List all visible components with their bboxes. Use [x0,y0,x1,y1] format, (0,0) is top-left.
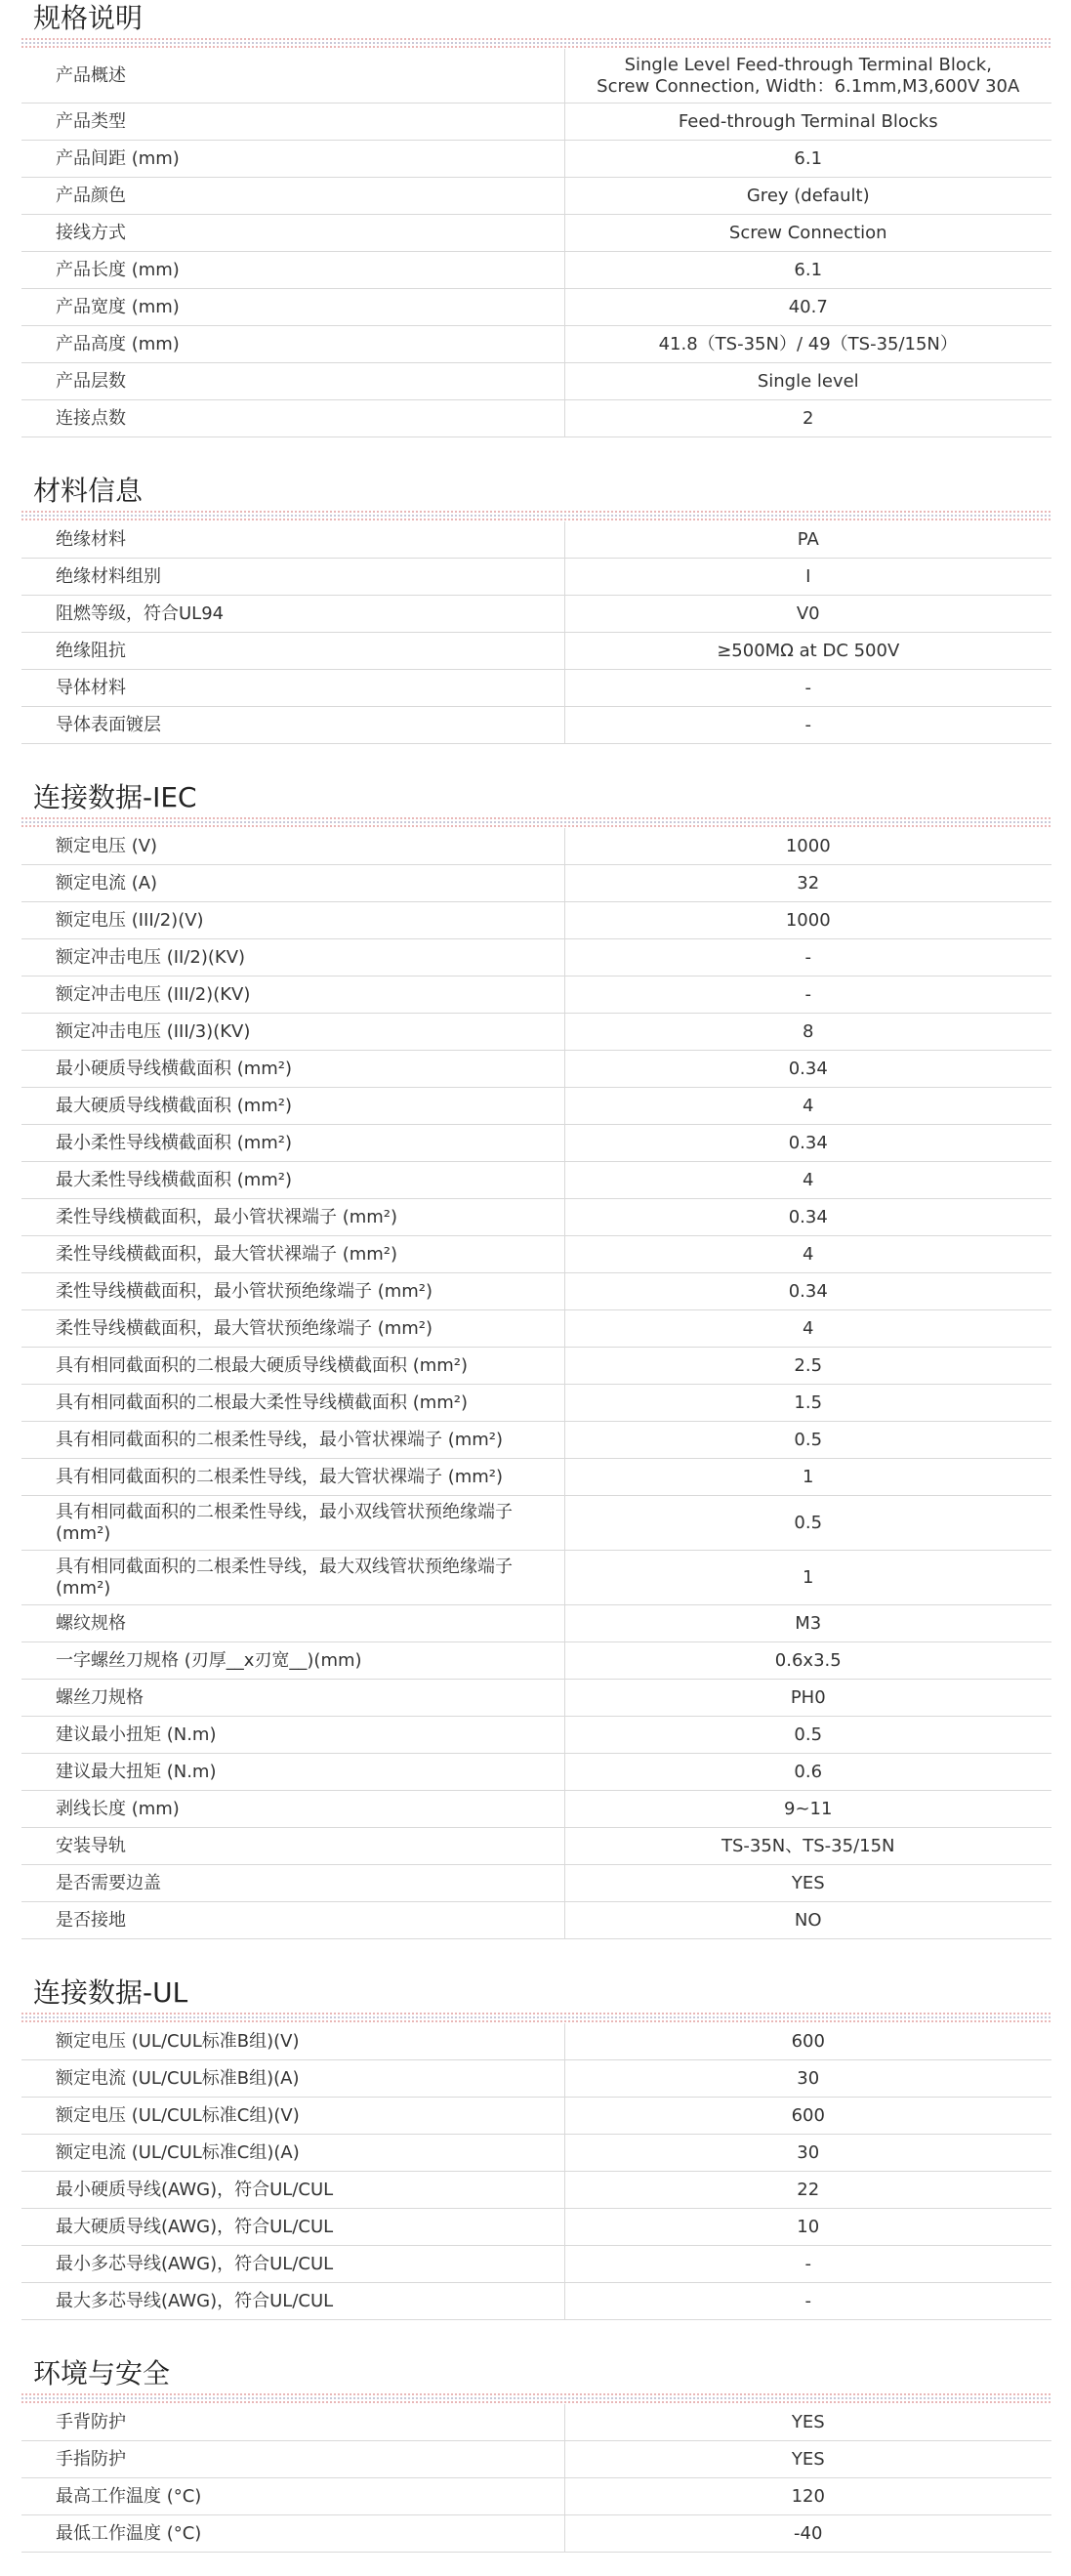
table-row [21,559,1051,596]
table-row [21,2441,1051,2478]
spec-value: 2.5 [564,1348,1051,1385]
spec-label: 产品宽度 (mm) [21,289,564,326]
table-row [21,2283,1051,2320]
spec-label: 最大硬质导线(AWG)，符合UL/CUL [21,2209,564,2246]
table-row [21,1088,1051,1125]
spec-label: 最小硬质导线(AWG)，符合UL/CUL [21,2172,564,2209]
spec-label: 柔性导线横截面积，最大管状预绝缘端子 (mm²) [21,1310,564,1348]
table-row [21,1496,1051,1551]
spec-label: 具有相同截面积的二根柔性导线，最小双线管状预绝缘端子 (mm²) [21,1496,564,1551]
spec-label: 额定冲击电压 (III/2)(KV) [21,976,564,1014]
spec-value: Feed-through Terminal Blocks [564,104,1051,141]
spec-label: 产品长度 (mm) [21,252,564,289]
spec-value: 0.5 [564,1717,1051,1754]
spec-label: 额定冲击电压 (III/3)(KV) [21,1014,564,1051]
table-row [21,670,1051,707]
spec-value: 0.34 [564,1051,1051,1088]
spec-value: YES [564,1865,1051,1902]
table-row [21,215,1051,252]
table-row [21,2060,1051,2098]
table-row [21,1014,1051,1051]
section-title: 环境与安全 [33,2357,171,2389]
spec-label: 具有相同截面积的二根柔性导线，最大双线管状预绝缘端子 (mm²) [21,1551,564,1605]
table-row [21,1125,1051,1162]
table-row [21,1273,1051,1310]
spec-value: - [564,976,1051,1014]
spec-value: 2 [564,400,1051,437]
spec-label: 剥线长度 (mm) [21,1791,564,1828]
spec-value: 1.5 [564,1385,1051,1422]
section-divider [21,816,1051,828]
spec-label: 最大柔性导线横截面积 (mm²) [21,1162,564,1199]
spec-value: YES [564,2404,1051,2441]
spec-label: 额定冲击电压 (II/2)(KV) [21,939,564,976]
spec-label: 一字螺丝刀规格 (刃厚__x刃宽__)(mm) [21,1642,564,1680]
spec-value: 40.7 [564,289,1051,326]
spec-table [21,828,1051,1939]
spec-value: 10 [564,2209,1051,2246]
spec-label: 最低工作温度 (°C) [21,2515,564,2553]
spec-value: M3 [564,1605,1051,1642]
section-divider [21,510,1051,521]
spec-value: YES [564,2441,1051,2478]
table-row [21,104,1051,141]
spec-value: Grey (default) [564,178,1051,215]
spec-label: 具有相同截面积的二根最大硬质导线横截面积 (mm²) [21,1348,564,1385]
table-row [21,1422,1051,1459]
spec-value: 4 [564,1088,1051,1125]
spec-value: 32 [564,865,1051,902]
section-material-info [21,473,1051,744]
spec-value: PH0 [564,1680,1051,1717]
spec-label: 额定电压 (III/2)(V) [21,902,564,939]
spec-label: 建议最小扭矩 (N.m) [21,1717,564,1754]
spec-value: 0.5 [564,1496,1051,1551]
spec-value: - [564,939,1051,976]
spec-label: 最小多芯导线(AWG)，符合UL/CUL [21,2246,564,2283]
spec-value: 600 [564,2023,1051,2060]
table-row [21,2209,1051,2246]
spec-label: 绝缘阻抗 [21,633,564,670]
spec-label: 产品类型 [21,104,564,141]
spec-value: - [564,2246,1051,2283]
section-connection-ul [21,1974,1051,2320]
spec-label: 最小硬质导线横截面积 (mm²) [21,1051,564,1088]
spec-label: 建议最大扭矩 (N.m) [21,1754,564,1791]
table-row [21,49,1051,104]
table-row [21,707,1051,744]
spec-label: 最大多芯导线(AWG)，符合UL/CUL [21,2283,564,2320]
spec-value: 22 [564,2172,1051,2209]
spec-value: ≥500MΩ at DC 500V [564,633,1051,670]
spec-label: 产品高度 (mm) [21,326,564,363]
spec-value: 6.1 [564,252,1051,289]
spec-value: 0.6x3.5 [564,1642,1051,1680]
spec-label: 是否接地 [21,1902,564,1939]
table-row [21,2172,1051,2209]
spec-label: 产品层数 [21,363,564,400]
spec-label: 手指防护 [21,2441,564,2478]
spec-value: 1 [564,1459,1051,1496]
spec-table [21,2404,1051,2553]
section-title: 材料信息 [33,475,144,507]
table-row [21,178,1051,215]
spec-value: 0.34 [564,1273,1051,1310]
spec-label: 连接点数 [21,400,564,437]
spec-label: 导体材料 [21,670,564,707]
spec-label: 柔性导线横截面积，最小管状裸端子 (mm²) [21,1199,564,1236]
table-row [21,1385,1051,1422]
spec-value: TS-35N、TS-35/15N [564,1828,1051,1865]
table-row [21,289,1051,326]
spec-label: 产品间距 (mm) [21,141,564,178]
table-row [21,1310,1051,1348]
spec-table [21,49,1051,437]
spec-label: 具有相同截面积的二根柔性导线，最大管状裸端子 (mm²) [21,1459,564,1496]
spec-label: 绝缘材料 [21,521,564,559]
spec-label: 导体表面镀层 [21,707,564,744]
spec-label: 最高工作温度 (°C) [21,2478,564,2515]
table-row [21,252,1051,289]
spec-label: 阻燃等级，符合UL94 [21,596,564,633]
table-row [21,2098,1051,2135]
table-row [21,1236,1051,1273]
table-row [21,2135,1051,2172]
spec-value: 30 [564,2135,1051,2172]
spec-value: Screw Connection [564,215,1051,252]
spec-value: NO [564,1902,1051,1939]
spec-label: 最大硬质导线横截面积 (mm²) [21,1088,564,1125]
spec-value: - [564,670,1051,707]
spec-value: 4 [564,1236,1051,1273]
table-row [21,2478,1051,2515]
table-row [21,363,1051,400]
table-row [21,1162,1051,1199]
table-row [21,1902,1051,1939]
spec-label: 具有相同截面积的二根最大柔性导线横截面积 (mm²) [21,1385,564,1422]
spec-label: 最小柔性导线横截面积 (mm²) [21,1125,564,1162]
table-row [21,1459,1051,1496]
spec-value: 6.1 [564,141,1051,178]
spec-table [21,2023,1051,2320]
table-row [21,1642,1051,1680]
table-row [21,828,1051,865]
spec-label: 额定电压 (UL/CUL标准B组)(V) [21,2023,564,2060]
spec-value: 600 [564,2098,1051,2135]
table-row [21,902,1051,939]
section-spec-overview [21,0,1051,437]
spec-value: 1000 [564,828,1051,865]
spec-value: 4 [564,1310,1051,1348]
spec-value: 0.34 [564,1199,1051,1236]
table-row [21,1199,1051,1236]
table-row [21,865,1051,902]
section-divider [21,2392,1051,2404]
table-row [21,2246,1051,2283]
table-row [21,326,1051,363]
spec-label: 螺丝刀规格 [21,1680,564,1717]
table-row [21,1605,1051,1642]
table-row [21,521,1051,559]
spec-label: 额定电压 (V) [21,828,564,865]
spec-value: 9~11 [564,1791,1051,1828]
spec-label: 螺纹规格 [21,1605,564,1642]
table-row [21,400,1051,437]
spec-value: 1000 [564,902,1051,939]
section-environment-safety [21,2355,1051,2553]
spec-value: - [564,2283,1051,2320]
table-row [21,141,1051,178]
spec-value: I [564,559,1051,596]
section-divider [21,2012,1051,2023]
spec-label: 安装导轨 [21,1828,564,1865]
table-row [21,633,1051,670]
spec-label: 额定电流 (UL/CUL标准C组)(A) [21,2135,564,2172]
spec-value: 0.5 [564,1422,1051,1459]
spec-value: 0.34 [564,1125,1051,1162]
spec-label: 额定电流 (A) [21,865,564,902]
table-row [21,1551,1051,1605]
spec-label: 手背防护 [21,2404,564,2441]
spec-label: 接线方式 [21,215,564,252]
spec-value: 30 [564,2060,1051,2098]
table-row [21,1865,1051,1902]
table-row [21,976,1051,1014]
table-row [21,1791,1051,1828]
spec-value: 41.8（TS-35N）/ 49（TS-35/15N） [564,326,1051,363]
spec-label: 柔性导线横截面积，最小管状预绝缘端子 (mm²) [21,1273,564,1310]
spec-value: Single level [564,363,1051,400]
table-row [21,1348,1051,1385]
spec-label: 绝缘材料组别 [21,559,564,596]
table-row [21,1717,1051,1754]
spec-value: - [564,707,1051,744]
spec-value: PA [564,521,1051,559]
spec-label: 具有相同截面积的二根柔性导线，最小管状裸端子 (mm²) [21,1422,564,1459]
spec-value: V0 [564,596,1051,633]
spec-value: Single Level Feed-through Terminal Block, Screw Connection, Width：6.1mm,M3,600V 30A [564,49,1051,104]
table-row [21,2404,1051,2441]
table-row [21,2023,1051,2060]
table-row [21,1754,1051,1791]
section-title: 连接数据-IEC [33,781,197,813]
spec-value: 4 [564,1162,1051,1199]
table-row [21,1051,1051,1088]
table-row [21,2515,1051,2553]
spec-value: 1 [564,1551,1051,1605]
spec-label: 柔性导线横截面积，最大管状裸端子 (mm²) [21,1236,564,1273]
spec-label: 额定电压 (UL/CUL标准C组)(V) [21,2098,564,2135]
section-divider [21,37,1051,49]
spec-table [21,521,1051,744]
section-title: 规格说明 [33,2,144,34]
spec-value: 0.6 [564,1754,1051,1791]
section-connection-iec [21,779,1051,1939]
spec-label: 额定电流 (UL/CUL标准B组)(A) [21,2060,564,2098]
spec-value: 120 [564,2478,1051,2515]
spec-label: 产品概述 [21,49,564,104]
table-row [21,596,1051,633]
section-title: 连接数据-UL [33,1976,188,2009]
spec-label: 是否需要边盖 [21,1865,564,1902]
table-row [21,1680,1051,1717]
table-row [21,939,1051,976]
spec-value: -40 [564,2515,1051,2553]
table-row [21,1828,1051,1865]
spec-value: 8 [564,1014,1051,1051]
spec-label: 产品颜色 [21,178,564,215]
